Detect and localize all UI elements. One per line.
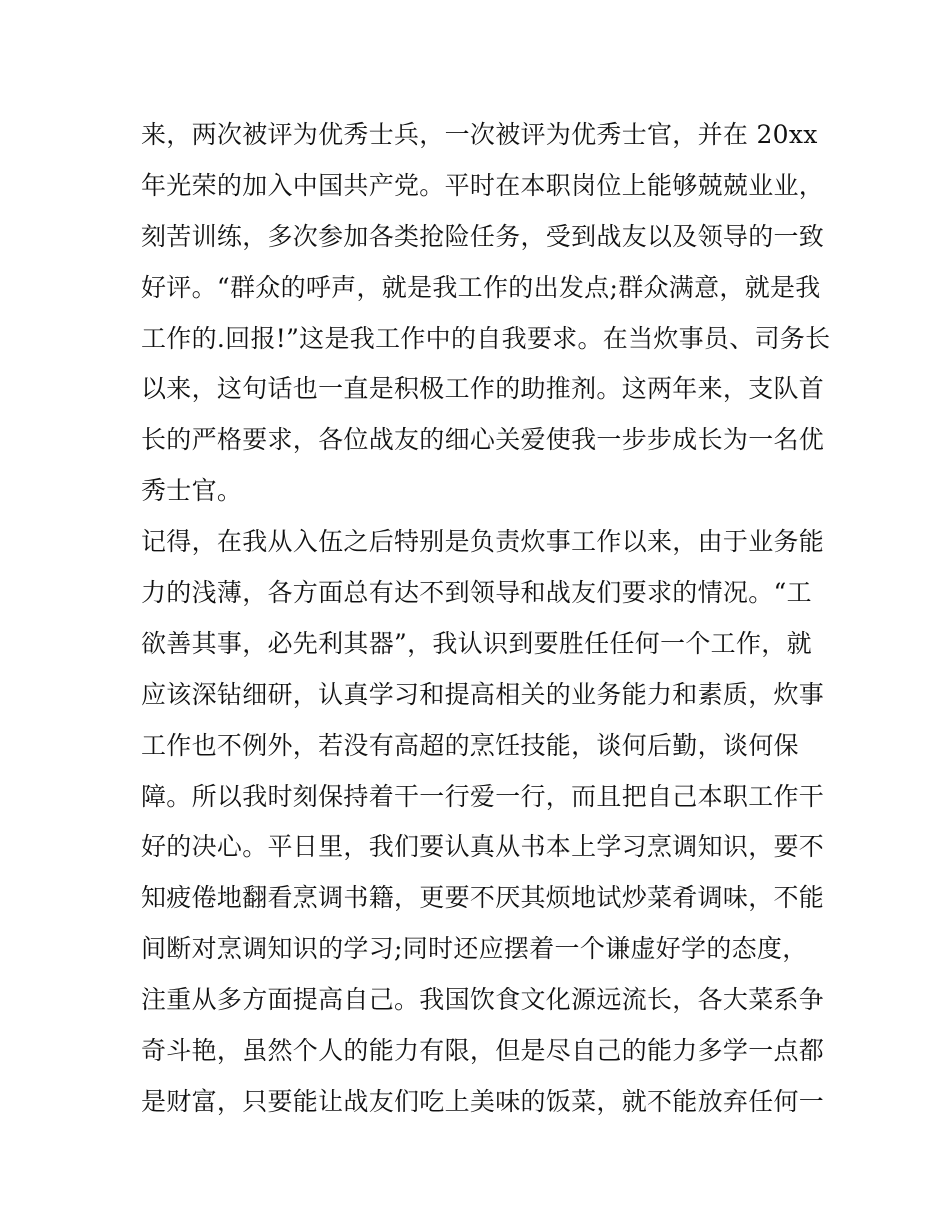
text-line: 好的决心。平日里，我们要认真从书本上学习烹调知识，要不 [141,832,825,862]
text-line: 力的浅薄，各方面总有达不到领导和战友们要求的情况。“工 [141,578,812,608]
text-line: 是财富，只要能让战友们吃上美味的饭菜，就不能放弃任何一 [141,1086,825,1116]
text-line: 工作也不例外，若没有高超的烹饪技能，谈何后勤，谈何保 [141,730,799,760]
text-line: 奇斗艳，虽然个人的能力有限，但是尽自己的能力多学一点都 [141,1036,825,1066]
text-line: 应该深钻细研，认真学习和提高相关的业务能力和素质，炊事 [141,679,825,709]
text-line: 记得，在我从入伍之后特别是负责炊事工作以来，由于业务能 [141,527,825,557]
text-line: 好评。“群众的呼声，就是我工作的出发点;群众满意，就是我 [141,272,821,302]
text-line: 年光荣的加入中国共产党。平时在本职岗位上能够兢兢业业， [141,170,825,200]
text-line: 知疲倦地翻看烹调书籍，更要不厌其烦地试炒菜肴调味，不能 [141,883,825,913]
text-line: 刻苦训练，多次参加各类抢险任务，受到战友以及领导的一致 [141,221,825,251]
text-line: 工作的.回报!”这是我工作中的自我要求。在当炊事员、司务长 [141,323,831,353]
text-line: 间断对烹调知识的学习;同时还应摆着一个谦虚好学的态度， [141,934,808,964]
body-text [141,110,831,1128]
text-line: 秀士官。 [141,476,243,506]
text-line: 欲善其事，必先利其器”，我认识到要胜任任何一个工作，就 [141,628,812,658]
text-line: 来，两次被评为优秀士兵，一次被评为优秀士官，并在 20xx [141,120,818,149]
text-line: 障。所以我时刻保持着干一行爱一行，而且把自己本职工作干 [141,781,825,811]
text-line: 注重从多方面提高自己。我国饮食文化源远流长，各大菜系争 [141,985,825,1015]
text-line: 长的严格要求，各位战友的细心关爱使我一步步成长为一名优 [141,425,825,455]
text-line: 以来，这句话也一直是积极工作的助推剂。这两年来，支队首 [141,374,825,404]
